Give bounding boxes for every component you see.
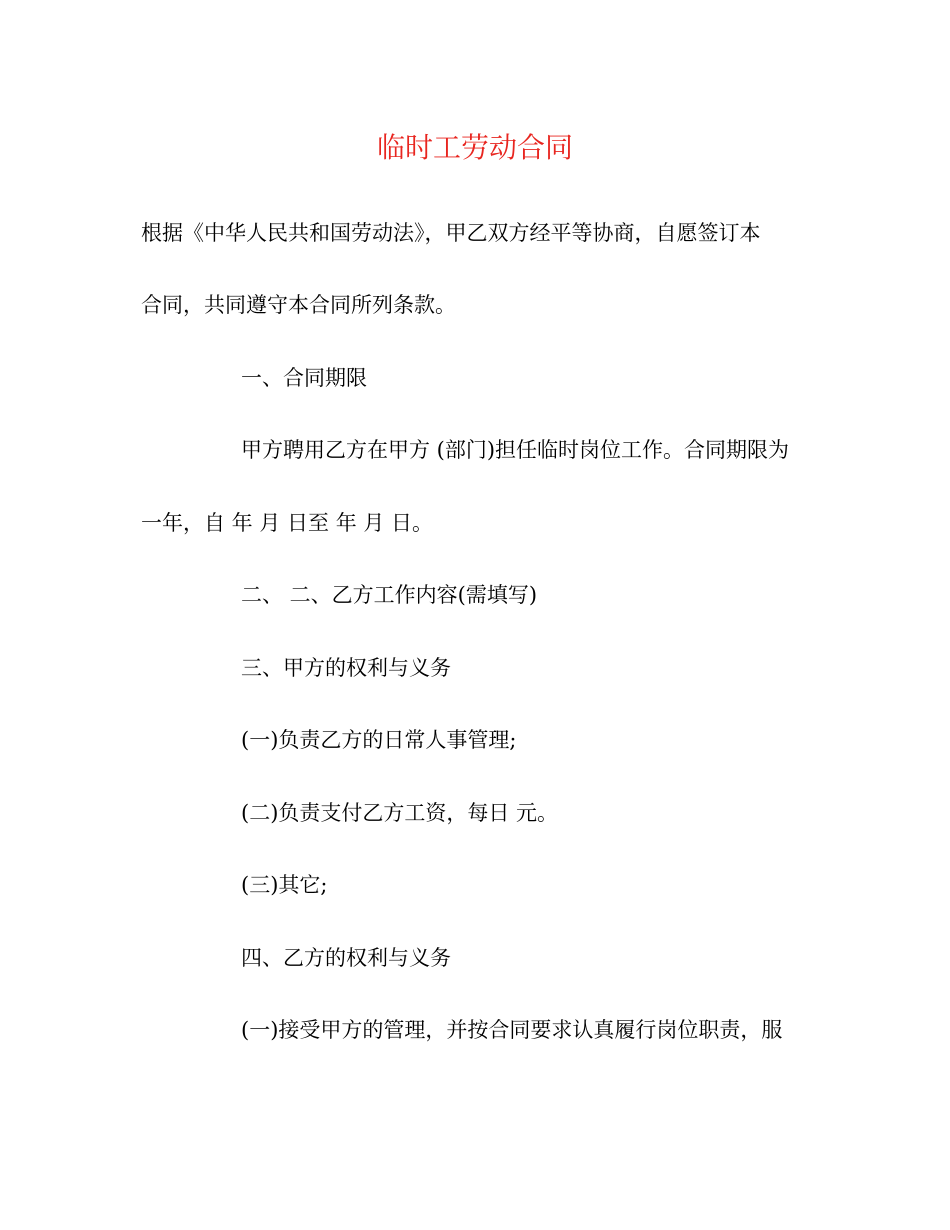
section-heading-4: 四、乙方的权利与义务	[241, 946, 451, 970]
list-item-4: (一)接受甲方的管理，并按合同要求认真履行岗位职责，服	[241, 1018, 783, 1042]
paragraph-line-3: 甲方聘用乙方在甲方 (部门)担任临时岗位工作。合同期限为	[241, 438, 790, 462]
paragraph-line-2: 合同，共同遵守本合同所列条款。	[141, 293, 456, 317]
list-item-1: (一)负责乙方的日常人事管理;	[241, 728, 517, 752]
list-item-3: (三)其它;	[241, 873, 328, 897]
paragraph-line-1: 根据《中华人民共和国劳动法》，甲乙双方经平等协商，自愿签订本	[141, 221, 761, 245]
section-heading-2: 二、 二、乙方工作内容(需填写)	[241, 583, 538, 607]
document-title: 临时工劳动合同	[376, 131, 573, 164]
paragraph-line-4: 一年，自 年 月 日至 年 月 日。	[141, 511, 434, 535]
section-heading-1: 一、合同期限	[241, 366, 367, 390]
list-item-2: (二)负责支付乙方工资，每日 元。	[241, 801, 559, 825]
section-heading-3: 三、甲方的权利与义务	[241, 656, 451, 680]
